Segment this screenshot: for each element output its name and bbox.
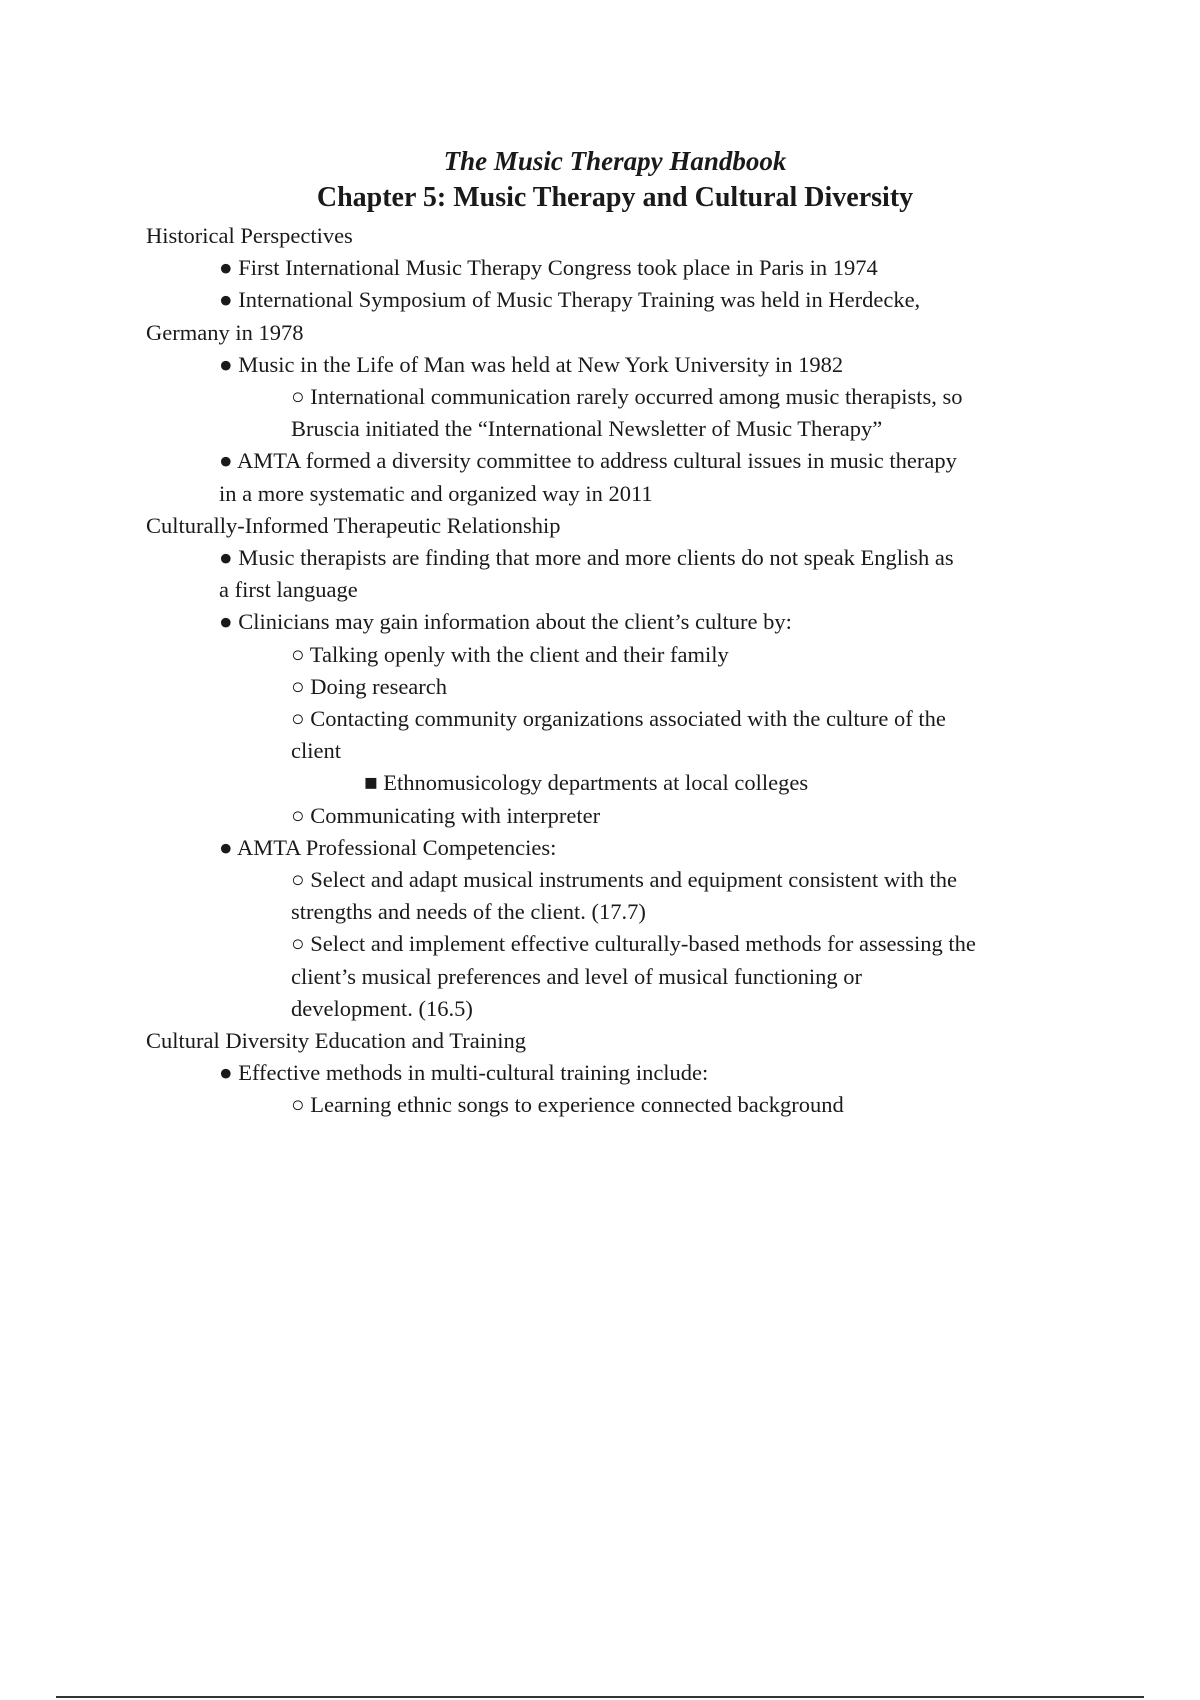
chapter-outline bbox=[146, 220, 1046, 1122]
footer-divider bbox=[56, 1696, 1144, 1698]
sub-bullet-item: ○ Talking openly with the client and their family bbox=[291, 641, 729, 667]
sub-bullet-item: ○ Contacting community organizations associated with the culture of the bbox=[291, 706, 946, 732]
sub-sub-bullet-item: ■ Ethnomusicology departments at local colleges bbox=[364, 770, 809, 796]
sub-bullet-item: ○ Select and adapt musical instruments and equipment consistent with the bbox=[291, 867, 957, 893]
sub-bullet-item: ○ Learning ethnic songs to experience connected background bbox=[291, 1092, 844, 1118]
sub-bullet-item: ○ International communication rarely occurred among music therapists, so bbox=[291, 384, 963, 410]
book-title: The Music Therapy Handbook bbox=[443, 146, 787, 176]
bullet-item: ● First International Music Therapy Congress took place in Paris in 1974 bbox=[219, 255, 878, 281]
bullet-continuation: in a more systematic and organized way in 2011 bbox=[219, 480, 653, 506]
bullet-continuation: Germany in 1978 bbox=[146, 319, 304, 345]
bullet-item: ● International Symposium of Music Therapy Training was held in Herdecke, bbox=[219, 287, 921, 313]
bullet-item: ● Music in the Life of Man was held at New York University in 1982 bbox=[219, 351, 844, 377]
sub-bullet-item: ○ Select and implement effective culturally-based methods for assessing the bbox=[291, 931, 976, 957]
bullet-item: ● Clinicians may gain information about the client’s culture by: bbox=[219, 609, 792, 635]
sub-bullet-continuation: client bbox=[291, 738, 341, 764]
bullet-item: ● Music therapists are finding that more and more clients do not speak English as bbox=[219, 545, 954, 571]
sub-bullet-continuation: client’s musical preferences and level of musical functioning or bbox=[291, 963, 863, 989]
sub-bullet-continuation: Bruscia initiated the “International Newsletter of Music Therapy” bbox=[291, 416, 883, 442]
bullet-item: ● Effective methods in multi-cultural training include: bbox=[219, 1060, 709, 1086]
bullet-item: ● AMTA formed a diversity committee to address cultural issues in music therapy bbox=[219, 448, 957, 474]
section-heading: Culturally-Informed Therapeutic Relationship bbox=[146, 512, 561, 538]
bullet-continuation: a first language bbox=[219, 577, 358, 603]
sub-bullet-continuation: strengths and needs of the client. (17.7) bbox=[291, 899, 646, 925]
sub-bullet-item: ○ Doing research bbox=[291, 673, 448, 699]
section-heading: Historical Perspectives bbox=[146, 223, 353, 248]
sub-bullet-item: ○ Communicating with interpreter bbox=[291, 802, 601, 828]
bullet-item: ● AMTA Professional Competencies: bbox=[219, 834, 557, 860]
section-heading: Cultural Diversity Education and Training bbox=[146, 1028, 526, 1054]
sub-bullet-continuation: development. (16.5) bbox=[291, 995, 473, 1021]
chapter-title: Chapter 5: Music Therapy and Cultural Diversity bbox=[316, 182, 914, 213]
